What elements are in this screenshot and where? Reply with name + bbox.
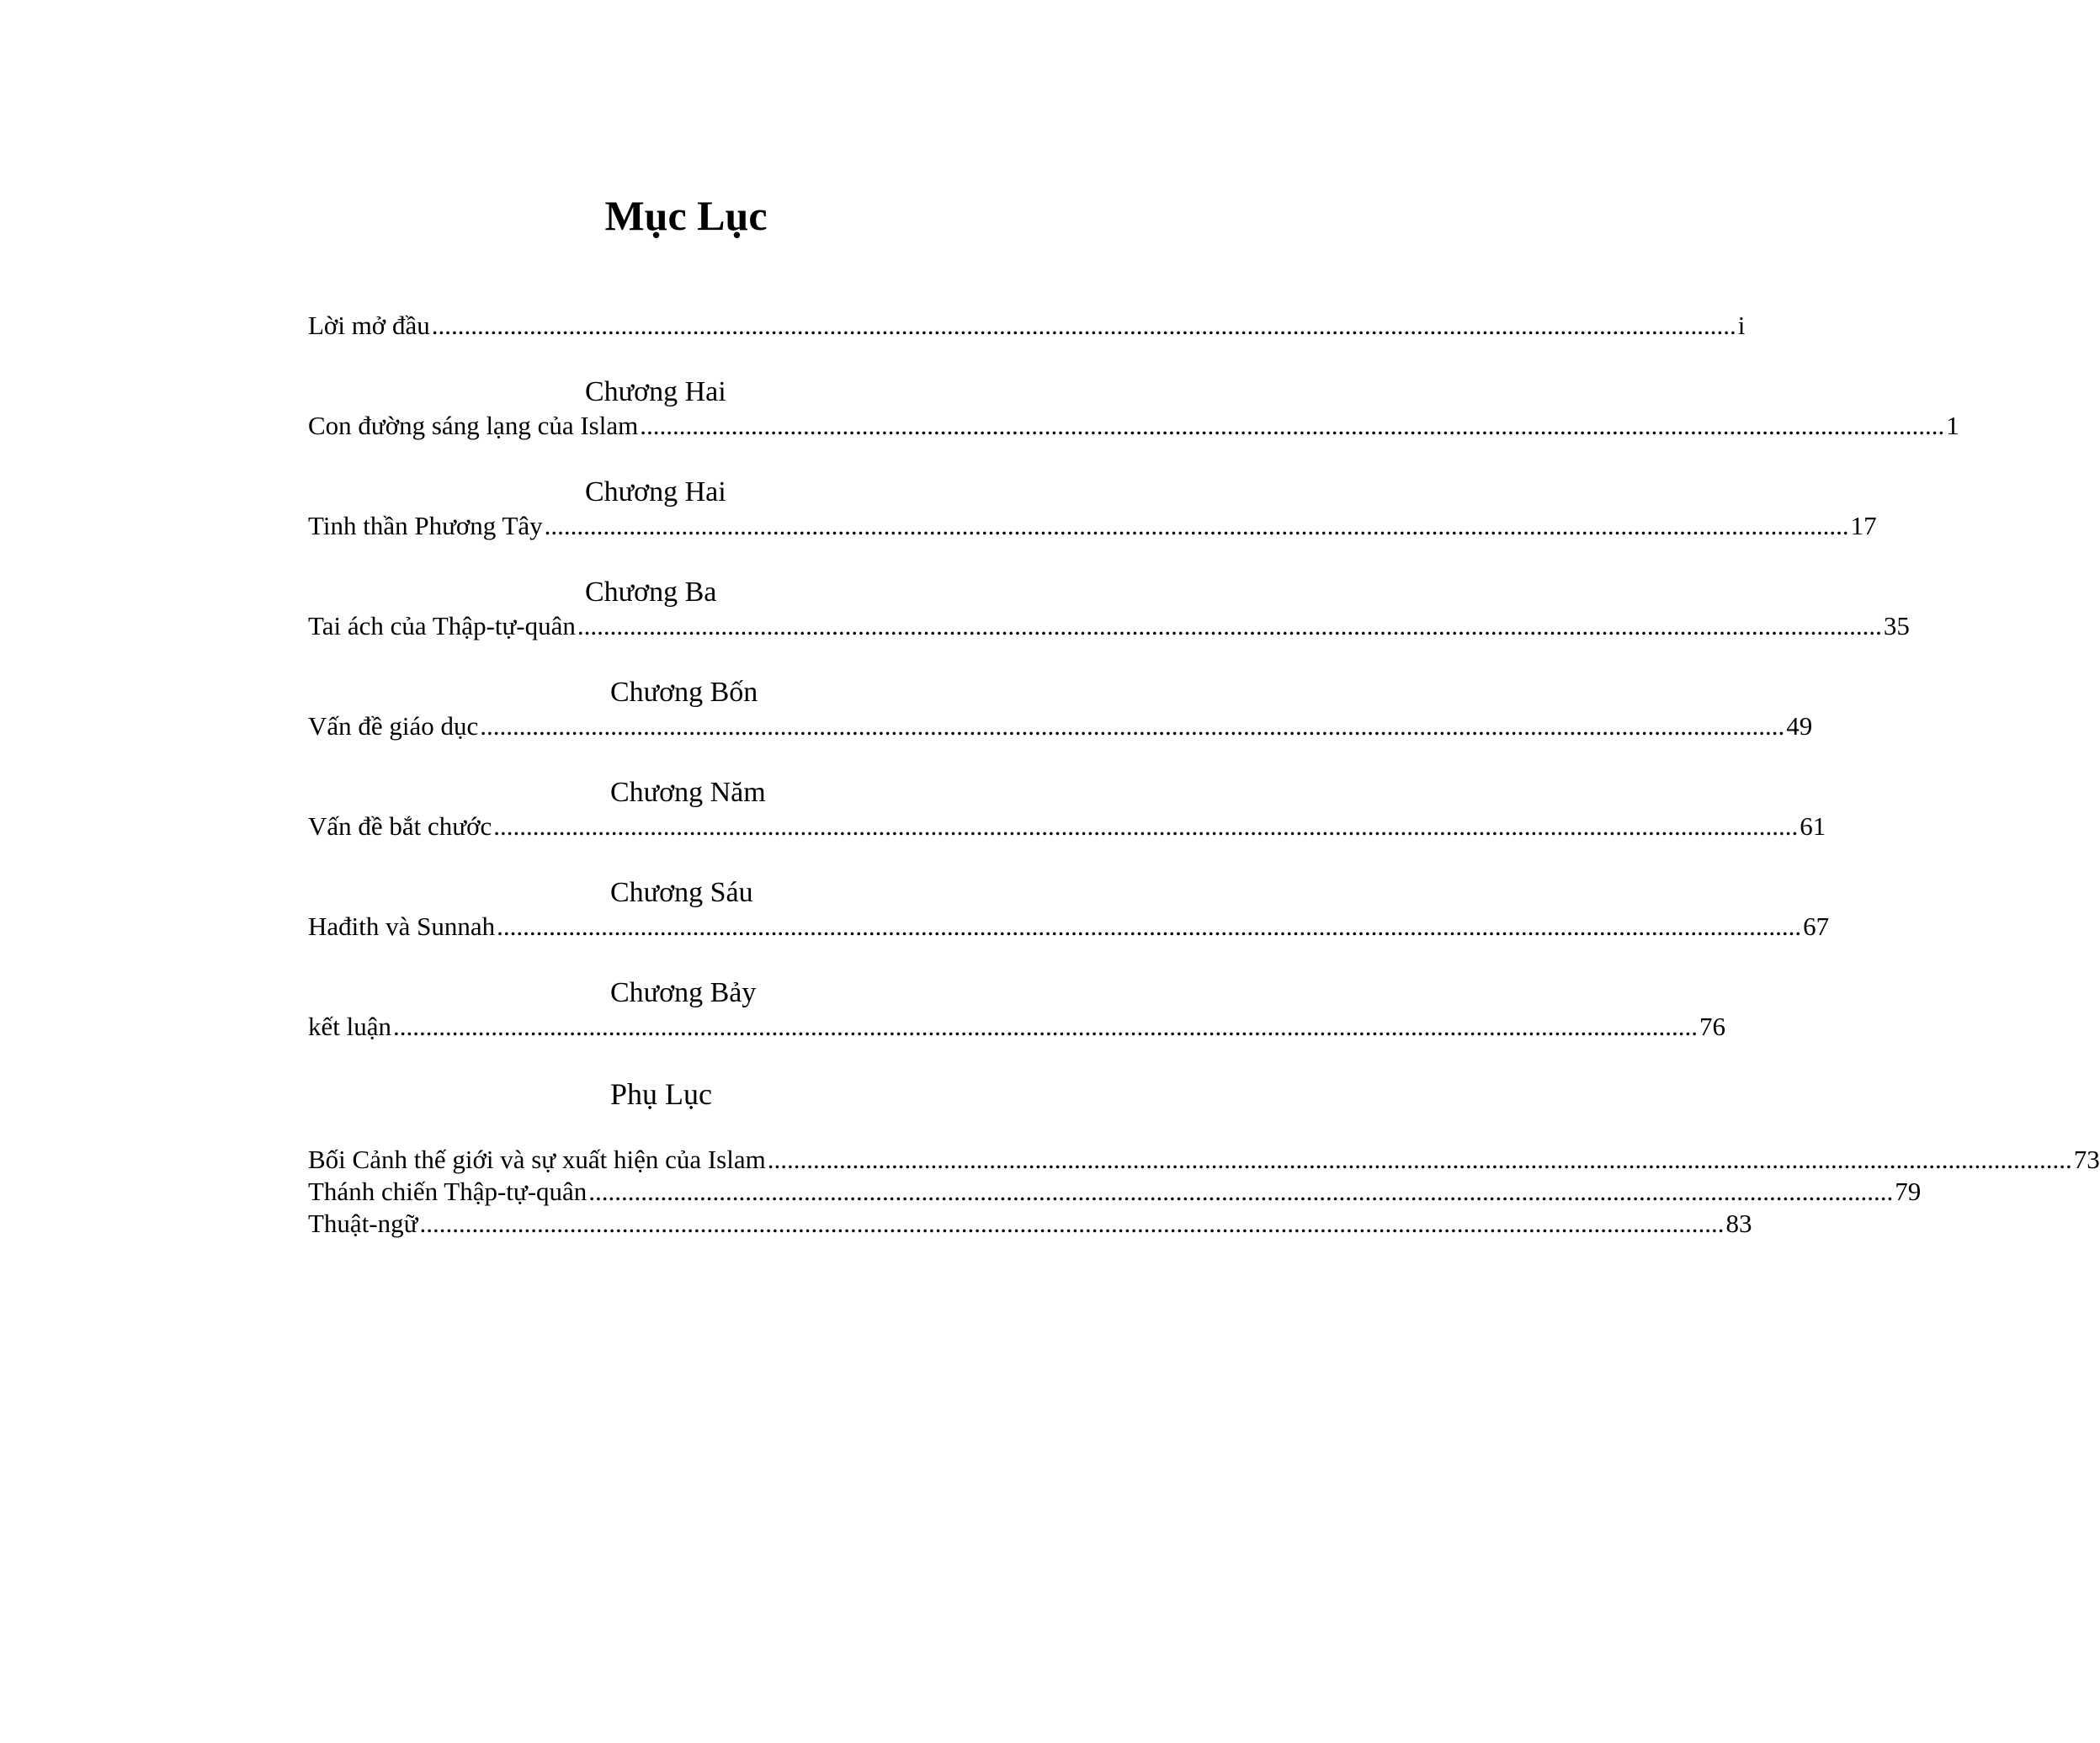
toc-entry-page: 73 [2073, 1145, 2100, 1174]
toc-entry-page: 83 [1725, 1209, 1752, 1238]
toc-entry-page: 61 [1800, 811, 1826, 841]
toc-entry-text: Thánh chiến Thập-tự-quân [308, 1177, 587, 1206]
dot-leader: ........................................................................................................................................................................................................ [431, 311, 1736, 340]
dot-leader: ........................................................................................................................................................................................................ [493, 811, 1799, 841]
toc-entry-text: Con đường sáng lạng của Islam [308, 411, 639, 440]
toc-entry-page: 17 [1850, 511, 1877, 540]
toc-entry [308, 510, 1877, 542]
toc-entry-text: Lời mở đầu [308, 311, 430, 340]
toc-entry [308, 911, 1830, 943]
dot-leader: ........................................................................................................................................................................................................ [577, 611, 1882, 640]
toc-entry [308, 410, 1959, 442]
appendix-heading: Phụ Lục [610, 1077, 712, 1111]
toc-entry-text: Tai ách của Thập-tự-quân [308, 611, 576, 640]
page-title: Mục Lục [604, 192, 768, 239]
dot-leader: ........................................................................................................................................................................................................ [497, 911, 1802, 941]
dot-leader: ........................................................................................................................................................................................................ [640, 411, 1945, 440]
toc-entry-text: Vấn đề bắt chước [308, 811, 492, 841]
dot-leader: ........................................................................................................................................................................................................ [419, 1209, 1725, 1238]
toc-entry-text: Vấn đề giáo dục [308, 711, 479, 741]
chapter-heading: Chương Bốn [610, 677, 758, 708]
toc-entry [308, 610, 1910, 642]
toc-entry [308, 1011, 1725, 1043]
toc-entry-text: Hađith và Sunnah [308, 911, 496, 941]
chapter-heading: Chương Sáu [610, 877, 753, 908]
toc-entry-page: 35 [1883, 611, 1910, 640]
toc-entry-page: 1 [1946, 411, 1959, 440]
dot-leader: ........................................................................................................................................................................................................ [393, 1012, 1698, 1041]
toc-entry-page: 67 [1803, 911, 1830, 941]
toc-entry-text: Thuật-ngữ [308, 1209, 418, 1238]
toc-entry-page: 76 [1699, 1012, 1725, 1041]
chapter-heading: Chương Hai [585, 476, 726, 507]
toc-entry-appendix [308, 1208, 1752, 1240]
toc-entry-text: Bối Cảnh thế giới và sự xuất hiện của Islam [308, 1145, 766, 1174]
chapter-heading: Chương Hai [585, 376, 726, 407]
toc-entry-text: kết luận [308, 1012, 391, 1041]
toc-entry [308, 710, 1813, 742]
dot-leader: ........................................................................................................................................................................................................ [588, 1177, 1894, 1206]
toc-entry-text: Tinh thần Phương Tây [308, 511, 543, 540]
toc-entry-page: i [1737, 311, 1746, 340]
chapter-heading: Chương Bảy [610, 977, 757, 1008]
chapter-heading: Chương Ba [585, 577, 717, 608]
toc-entry-page: 49 [1786, 711, 1813, 741]
dot-leader: ........................................................................................................................................................................................................ [544, 511, 1849, 540]
toc-entry [308, 810, 1826, 842]
dot-leader: ........................................................................................................................................................................................................ [767, 1145, 2072, 1174]
toc-entry-preface [308, 310, 1746, 342]
toc-entry-appendix [308, 1144, 2100, 1176]
dot-leader: ........................................................................................................................................................................................................ [480, 711, 1785, 741]
toc-entry-appendix [308, 1176, 1922, 1208]
toc-entry-page: 79 [1895, 1177, 1922, 1206]
chapter-heading: Chương Năm [610, 777, 766, 808]
